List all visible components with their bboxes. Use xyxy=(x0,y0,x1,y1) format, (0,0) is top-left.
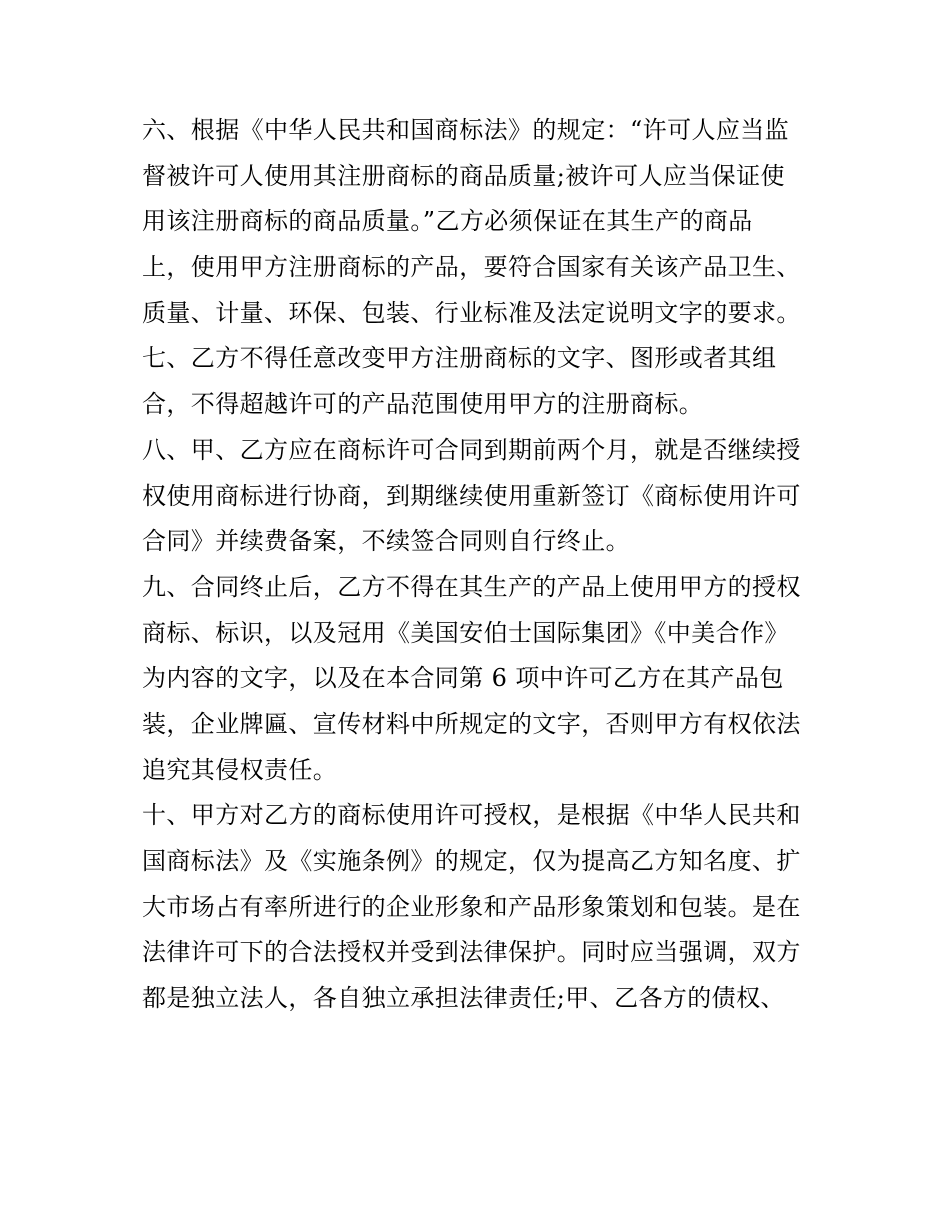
text-line: 六、根据《中华人民共和国商标法》的规定：“许可人应当监 xyxy=(142,116,790,144)
text-line: 七、乙方不得任意改变甲方注册商标的文字、图形或者其组 xyxy=(142,344,777,373)
text-line: 装，企业牌匾、宣传材料中所规定的文字，否则甲方有权依法 xyxy=(142,709,801,738)
text-line: 权使用商标进行协商，到期继续使用重新签订《商标使用许可 xyxy=(142,481,801,510)
text-line: 法律许可下的合法授权并受到法律保护。同时应当强调，双方 xyxy=(142,938,801,967)
text-line: 八、甲、乙方应在商标许可合同到期前两个月，就是否继续授 xyxy=(142,435,801,464)
text-line: 十、甲方对乙方的商标使用许可授权，是根据《中华人民共和 xyxy=(142,801,801,830)
text-line: 合同》并续费备案，不续签合同则自行终止。 xyxy=(142,527,630,556)
text-line: 国商标法》及《实施条例》的规定，仅为提高乙方知名度、扩 xyxy=(142,847,801,875)
contract-text xyxy=(142,108,822,1022)
text-line: 用该注册商标的商品质量。”乙方必须保证在其生产的商品 xyxy=(142,207,753,236)
text-line: 督被许可人使用其注册商标的商品质量;被许可人应当保证使 xyxy=(142,161,785,190)
text-line: 质量、计量、环保、包装、行业标准及法定说明文字的要求。 xyxy=(142,298,801,327)
text-line: 为内容的文字，以及在本合同第 6 项中许可乙方在其产品包 xyxy=(142,664,784,693)
text-line: 合，不得超越许可的产品范围使用甲方的注册商标。 xyxy=(142,390,704,419)
text-line: 大市场占有率所进行的企业形象和产品形象策划和包装。是在 xyxy=(142,892,801,921)
text-line: 追究其侵权责任。 xyxy=(142,755,338,784)
text-line: 商标、标识，以及冠用《美国安伯士国际集团》《中美合作》 xyxy=(142,618,789,647)
text-line: 上，使用甲方注册商标的产品，要符合国家有关该产品卫生、 xyxy=(142,253,801,282)
text-line: 九、合同终止后，乙方不得在其生产的产品上使用甲方的授权 xyxy=(142,572,801,601)
text-line: 都是独立法人，各自独立承担法律责任;甲、乙各方的债权、 xyxy=(142,984,785,1013)
